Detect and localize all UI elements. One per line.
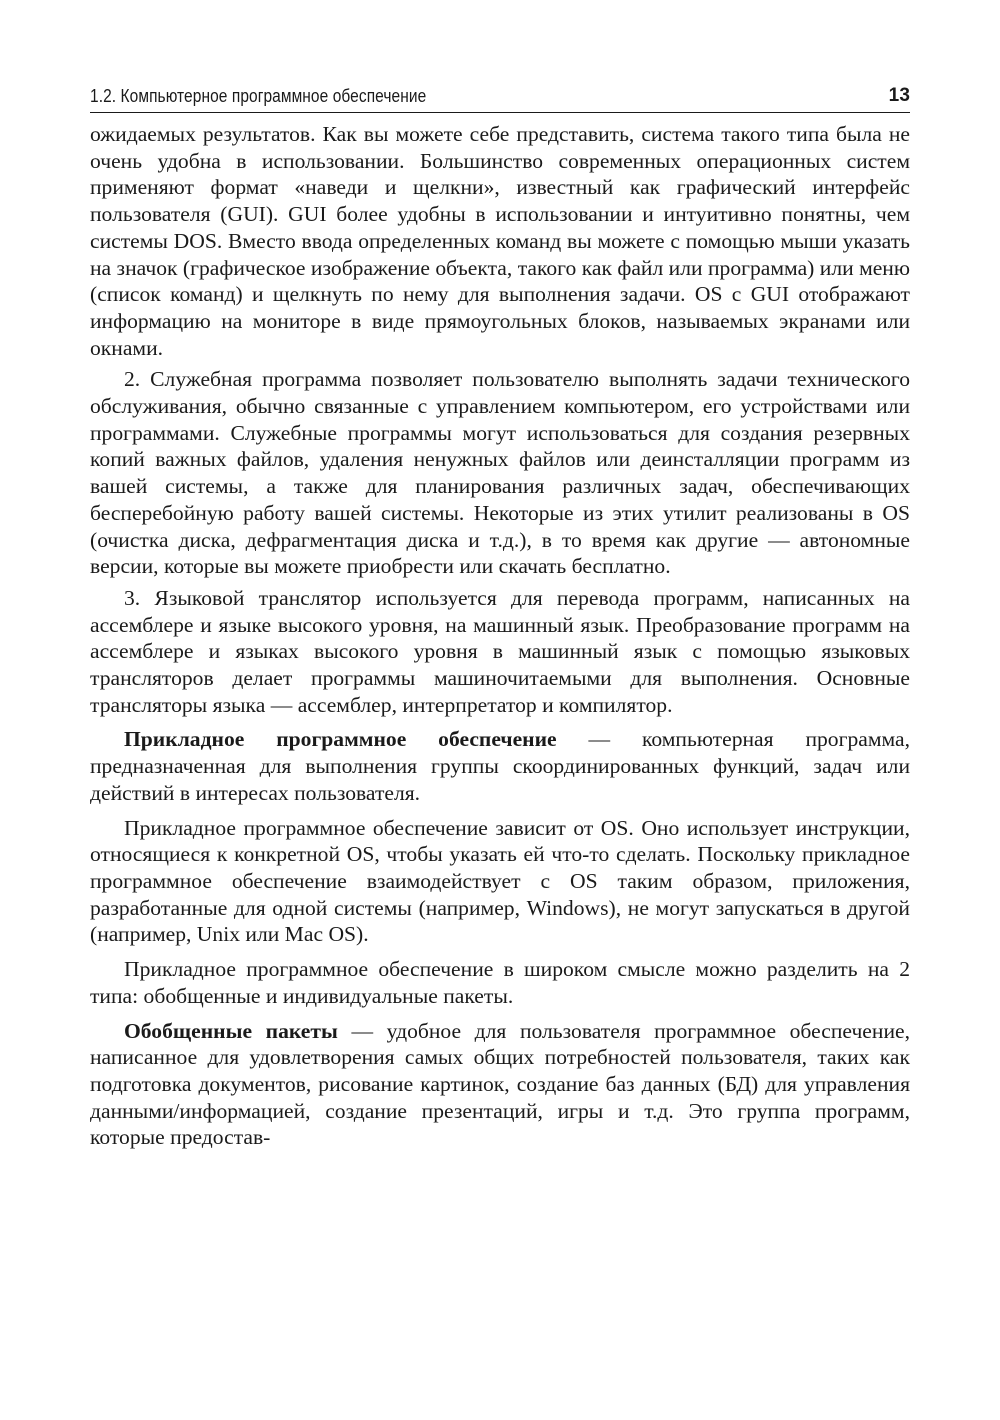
paragraph-application-software-definition xyxy=(90,726,910,806)
definition-generalized-packages: — удобное для пользователя программное обеспечение, написанное для удовлетворения самых общих потребностей пользователя, таких как подготовка документов, рисование картинок, создание баз данных (БД) для управления данными/информацией, создание презентаций, игры и т.д. Это группа программ, которые предостав- xyxy=(90,1018,910,1150)
paragraph-gui-continued: ожидаемых результатов. Как вы можете себе представить, система такого типа была не очень удобна в использовании. Большинство современных операционных систем применяют формат «наведи и щелкни», известный как графический интерфейс пользователя (GUI). GUI более удобны в использовании и интуитивно понятны, чем системы DOS. Вместо ввода определенных команд вы можете с помощью мыши указать на значок (графическое изображение объекта, такого как файл или программа) или меню (список команд) и щелкнуть по нему для выполнения задачи. OS с GUI отображают информацию на мониторе в виде прямоугольных блоков, называемых экранами или окнами. xyxy=(90,122,910,360)
term-application-software: Прикладное программное обеспечение xyxy=(124,727,557,752)
chapter-title: 1.2. Компьютерное программное обеспечение xyxy=(90,86,427,106)
definition-application-software: — компьютерная программа, предназначенная для выполнения группы скоординированных функций, задач или действий в интересах пользователя. xyxy=(90,727,910,805)
paragraph-utility-program: 2. Служебная программа позволяет пользователю выполнять задачи технического обслуживания, обычно связанные с управлением компьютером, его устройствами или программами. Служебные программы могут использоваться для создания резервных копий важных файлов, удаления ненужных файлов или деинсталляции программ из вашей системы, а также для планирования различных задач, обеспечивающих бесперебойную работу вашей системы. Некоторые из этих утилит реализованы в OS (очистка диска, дефрагментация диска и т.д.), в то время как другие — автономные версии, которые вы можете приобрести или скачать бесплатно. xyxy=(90,367,910,579)
paragraph-software-types: Прикладное программное обеспечение в широком смысле можно разделить на 2 типа: обобщенные и индивидуальные пакеты. xyxy=(90,957,910,1008)
paragraph-language-translator: 3. Языковой транслятор используется для перевода программ, написанных на ассемблере и языке высокого уровня, на машинный язык. Преобразование программ на ассемблере и языках высокого уровня в машинный язык с помощью языковых трансляторов делает программы машиночитаемыми для выполнения. Основные трансляторы языка — ассемблер, интерпретатор и компилятор. xyxy=(90,585,910,717)
paragraph-os-dependency: Прикладное программное обеспечение зависит от OS. Оно использует инструкции, относящиеся к конкретной OS, чтобы указать ей что-то сделать. Поскольку прикладное программное обеспечение взаимодействует с OS таким образом, приложения, разработанные для одной системы (например, Windows), не могут запускаться в другой (например, Unix или Mac OS). xyxy=(90,815,910,947)
book-page xyxy=(90,84,910,1156)
body-text xyxy=(90,121,910,1151)
term-generalized-packages: Обобщенные пакеты xyxy=(124,1018,338,1043)
running-head xyxy=(90,84,910,113)
paragraph-generalized-packages xyxy=(90,1018,910,1152)
page-number: 13 xyxy=(888,85,910,106)
